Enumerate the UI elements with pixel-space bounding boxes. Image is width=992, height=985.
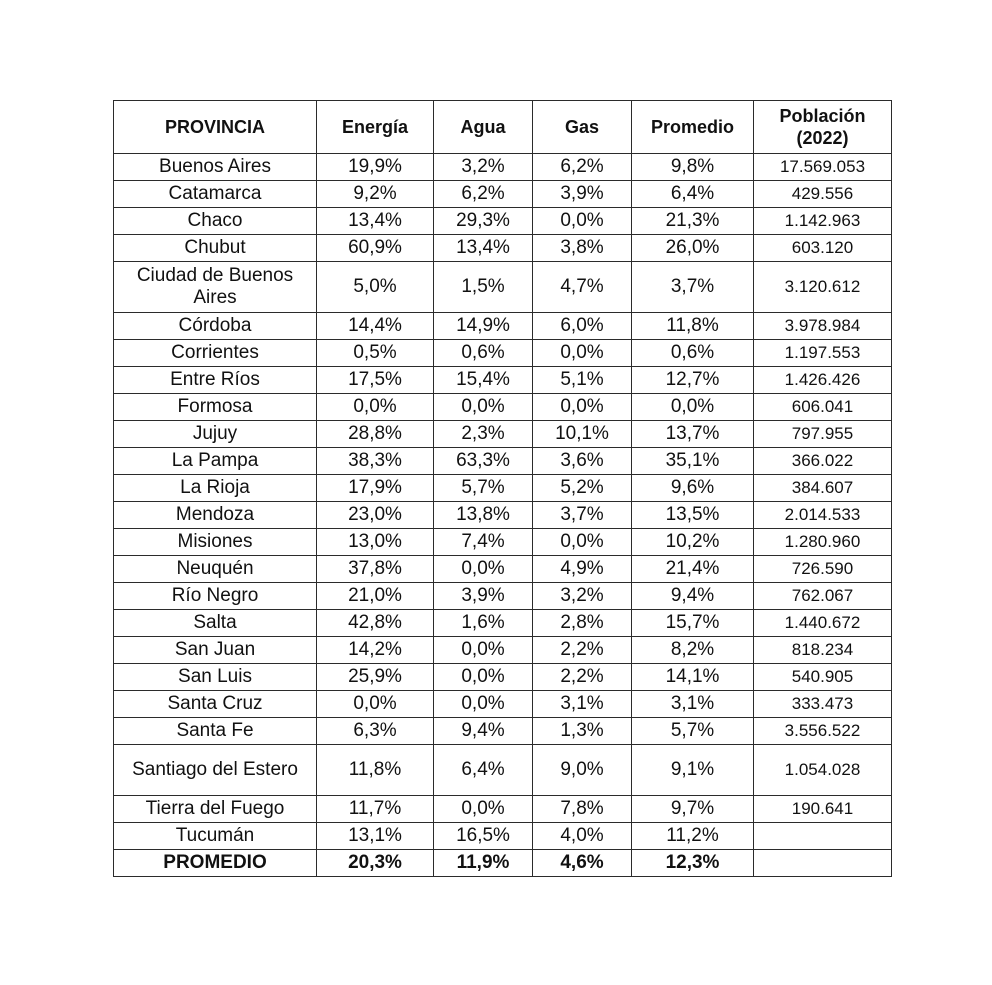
table-row	[114, 235, 892, 262]
cell-energia: 5,0%	[317, 262, 434, 313]
cell-gas: 6,0%	[533, 313, 632, 340]
cell-energia: 0,0%	[317, 691, 434, 718]
cell-agua: 0,0%	[434, 664, 533, 691]
table-row	[114, 181, 892, 208]
cell-provincia: Formosa	[114, 394, 317, 421]
table-row	[114, 637, 892, 664]
table-row	[114, 340, 892, 367]
average-agua: 11,9%	[434, 850, 533, 877]
cell-poblacion: 429.556	[754, 181, 892, 208]
header-row	[114, 101, 892, 154]
cell-promedio: 0,6%	[632, 340, 754, 367]
cell-promedio: 15,7%	[632, 610, 754, 637]
cell-energia: 25,9%	[317, 664, 434, 691]
table-row	[114, 262, 892, 313]
cell-promedio: 6,4%	[632, 181, 754, 208]
cell-gas: 7,8%	[533, 796, 632, 823]
cell-energia: 9,2%	[317, 181, 434, 208]
cell-gas: 6,2%	[533, 154, 632, 181]
cell-provincia: Santa Cruz	[114, 691, 317, 718]
cell-provincia: Río Negro	[114, 583, 317, 610]
cell-energia: 17,9%	[317, 475, 434, 502]
table-row	[114, 502, 892, 529]
cell-poblacion: 1.054.028	[754, 745, 892, 796]
cell-agua: 0,6%	[434, 340, 533, 367]
cell-poblacion: 540.905	[754, 664, 892, 691]
cell-gas: 2,2%	[533, 664, 632, 691]
cell-agua: 0,0%	[434, 394, 533, 421]
cell-gas: 0,0%	[533, 394, 632, 421]
cell-promedio: 35,1%	[632, 448, 754, 475]
cell-poblacion: 726.590	[754, 556, 892, 583]
cell-provincia: Catamarca	[114, 181, 317, 208]
cell-provincia: Salta	[114, 610, 317, 637]
cell-agua: 16,5%	[434, 823, 533, 850]
cell-promedio: 9,4%	[632, 583, 754, 610]
cell-promedio: 11,2%	[632, 823, 754, 850]
cell-energia: 14,4%	[317, 313, 434, 340]
cell-gas: 10,1%	[533, 421, 632, 448]
cell-agua: 3,9%	[434, 583, 533, 610]
cell-poblacion: 1.440.672	[754, 610, 892, 637]
cell-energia: 13,4%	[317, 208, 434, 235]
cell-gas: 4,9%	[533, 556, 632, 583]
cell-promedio: 9,6%	[632, 475, 754, 502]
cell-agua: 63,3%	[434, 448, 533, 475]
cell-poblacion: 366.022	[754, 448, 892, 475]
cell-energia: 42,8%	[317, 610, 434, 637]
cell-provincia: San Juan	[114, 637, 317, 664]
cell-energia: 14,2%	[317, 637, 434, 664]
cell-promedio: 10,2%	[632, 529, 754, 556]
cell-poblacion: 3.556.522	[754, 718, 892, 745]
cell-promedio: 3,7%	[632, 262, 754, 313]
cell-promedio: 21,4%	[632, 556, 754, 583]
cell-agua: 0,0%	[434, 637, 533, 664]
table-row	[114, 718, 892, 745]
cell-agua: 9,4%	[434, 718, 533, 745]
cell-agua: 1,5%	[434, 262, 533, 313]
cell-energia: 0,5%	[317, 340, 434, 367]
cell-provincia: Jujuy	[114, 421, 317, 448]
table-row	[114, 367, 892, 394]
header-promedio: Promedio	[632, 101, 754, 154]
cell-promedio: 9,8%	[632, 154, 754, 181]
cell-provincia: Ciudad de Buenos Aires	[114, 262, 317, 313]
table-row	[114, 475, 892, 502]
table-row	[114, 583, 892, 610]
cell-provincia: Entre Ríos	[114, 367, 317, 394]
average-gas: 4,6%	[533, 850, 632, 877]
cell-gas: 1,3%	[533, 718, 632, 745]
cell-agua: 0,0%	[434, 691, 533, 718]
cell-agua: 0,0%	[434, 796, 533, 823]
cell-agua: 6,4%	[434, 745, 533, 796]
cell-agua: 13,4%	[434, 235, 533, 262]
cell-energia: 13,1%	[317, 823, 434, 850]
header-poblacion: Población (2022)	[754, 101, 892, 154]
cell-poblacion	[754, 823, 892, 850]
cell-promedio: 0,0%	[632, 394, 754, 421]
cell-provincia: San Luis	[114, 664, 317, 691]
cell-promedio: 14,1%	[632, 664, 754, 691]
cell-energia: 28,8%	[317, 421, 434, 448]
cell-agua: 7,4%	[434, 529, 533, 556]
cell-promedio: 26,0%	[632, 235, 754, 262]
header-energia: Energía	[317, 101, 434, 154]
cell-gas: 3,1%	[533, 691, 632, 718]
cell-provincia: Corrientes	[114, 340, 317, 367]
cell-provincia: Chubut	[114, 235, 317, 262]
cell-promedio: 13,7%	[632, 421, 754, 448]
average-energia: 20,3%	[317, 850, 434, 877]
cell-poblacion: 3.978.984	[754, 313, 892, 340]
table-row	[114, 394, 892, 421]
average-promedio: 12,3%	[632, 850, 754, 877]
table-row	[114, 448, 892, 475]
cell-promedio: 5,7%	[632, 718, 754, 745]
cell-poblacion: 333.473	[754, 691, 892, 718]
table-row	[114, 208, 892, 235]
cell-promedio: 8,2%	[632, 637, 754, 664]
table-row	[114, 796, 892, 823]
cell-poblacion: 384.607	[754, 475, 892, 502]
table-row	[114, 610, 892, 637]
cell-poblacion: 1.142.963	[754, 208, 892, 235]
cell-gas: 5,1%	[533, 367, 632, 394]
cell-gas: 0,0%	[533, 340, 632, 367]
table-row	[114, 556, 892, 583]
cell-provincia: Mendoza	[114, 502, 317, 529]
cell-poblacion: 818.234	[754, 637, 892, 664]
table-row	[114, 313, 892, 340]
cell-provincia: Córdoba	[114, 313, 317, 340]
cell-poblacion: 1.280.960	[754, 529, 892, 556]
table-row	[114, 823, 892, 850]
cell-poblacion: 3.120.612	[754, 262, 892, 313]
cell-provincia: Buenos Aires	[114, 154, 317, 181]
cell-energia: 38,3%	[317, 448, 434, 475]
cell-provincia: Neuquén	[114, 556, 317, 583]
cell-agua: 29,3%	[434, 208, 533, 235]
table-row	[114, 154, 892, 181]
cell-provincia: Santiago del Estero	[114, 745, 317, 796]
cell-poblacion: 190.641	[754, 796, 892, 823]
cell-gas: 3,2%	[533, 583, 632, 610]
cell-agua: 13,8%	[434, 502, 533, 529]
cell-agua: 0,0%	[434, 556, 533, 583]
header-provincia: PROVINCIA	[114, 101, 317, 154]
cell-promedio: 3,1%	[632, 691, 754, 718]
cell-poblacion: 797.955	[754, 421, 892, 448]
table-row	[114, 691, 892, 718]
cell-poblacion: 1.197.553	[754, 340, 892, 367]
table-row	[114, 529, 892, 556]
cell-energia: 11,7%	[317, 796, 434, 823]
table-row	[114, 421, 892, 448]
cell-promedio: 11,8%	[632, 313, 754, 340]
cell-energia: 0,0%	[317, 394, 434, 421]
cell-poblacion: 606.041	[754, 394, 892, 421]
table-row	[114, 664, 892, 691]
cell-gas: 4,7%	[533, 262, 632, 313]
cell-promedio: 13,5%	[632, 502, 754, 529]
cell-gas: 3,9%	[533, 181, 632, 208]
cell-energia: 6,3%	[317, 718, 434, 745]
cell-promedio: 12,7%	[632, 367, 754, 394]
cell-poblacion: 1.426.426	[754, 367, 892, 394]
header-agua: Agua	[434, 101, 533, 154]
cell-gas: 9,0%	[533, 745, 632, 796]
cell-provincia: La Pampa	[114, 448, 317, 475]
table-footer	[114, 850, 892, 877]
cell-gas: 3,7%	[533, 502, 632, 529]
cell-energia: 60,9%	[317, 235, 434, 262]
cell-promedio: 21,3%	[632, 208, 754, 235]
cell-gas: 2,8%	[533, 610, 632, 637]
cell-gas: 3,8%	[533, 235, 632, 262]
cell-gas: 3,6%	[533, 448, 632, 475]
cell-poblacion: 17.569.053	[754, 154, 892, 181]
cell-gas: 2,2%	[533, 637, 632, 664]
cell-energia: 19,9%	[317, 154, 434, 181]
cell-provincia: Tucumán	[114, 823, 317, 850]
cell-agua: 14,9%	[434, 313, 533, 340]
cell-gas: 5,2%	[533, 475, 632, 502]
provinces-table	[113, 100, 892, 877]
cell-energia: 13,0%	[317, 529, 434, 556]
average-poblacion	[754, 850, 892, 877]
cell-agua: 2,3%	[434, 421, 533, 448]
cell-promedio: 9,1%	[632, 745, 754, 796]
cell-agua: 5,7%	[434, 475, 533, 502]
cell-energia: 17,5%	[317, 367, 434, 394]
cell-agua: 3,2%	[434, 154, 533, 181]
cell-agua: 6,2%	[434, 181, 533, 208]
table-body	[114, 154, 892, 850]
cell-agua: 1,6%	[434, 610, 533, 637]
table-header	[114, 101, 892, 154]
cell-provincia: Misiones	[114, 529, 317, 556]
cell-agua: 15,4%	[434, 367, 533, 394]
cell-energia: 37,8%	[317, 556, 434, 583]
cell-poblacion: 2.014.533	[754, 502, 892, 529]
cell-poblacion: 603.120	[754, 235, 892, 262]
cell-energia: 11,8%	[317, 745, 434, 796]
cell-promedio: 9,7%	[632, 796, 754, 823]
cell-provincia: Chaco	[114, 208, 317, 235]
cell-energia: 21,0%	[317, 583, 434, 610]
table-row	[114, 745, 892, 796]
cell-poblacion: 762.067	[754, 583, 892, 610]
cell-gas: 0,0%	[533, 208, 632, 235]
average-label: PROMEDIO	[114, 850, 317, 877]
cell-gas: 0,0%	[533, 529, 632, 556]
cell-provincia: Santa Fe	[114, 718, 317, 745]
cell-gas: 4,0%	[533, 823, 632, 850]
average-row	[114, 850, 892, 877]
header-gas: Gas	[533, 101, 632, 154]
cell-provincia: Tierra del Fuego	[114, 796, 317, 823]
cell-energia: 23,0%	[317, 502, 434, 529]
cell-provincia: La Rioja	[114, 475, 317, 502]
